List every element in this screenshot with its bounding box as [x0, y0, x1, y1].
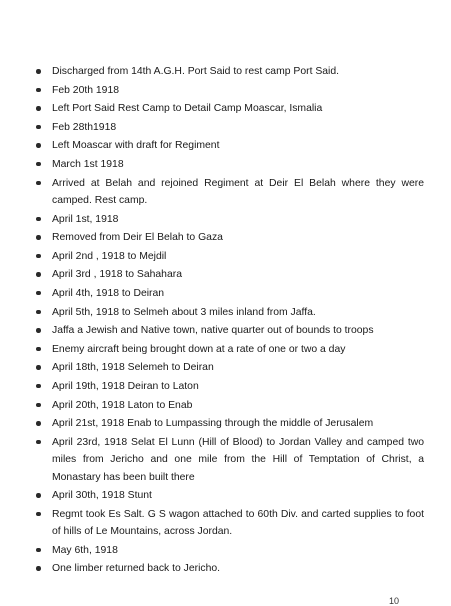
diary-entry — [36, 506, 424, 541]
entry-text: Left Moascar with draft for Regiment — [52, 140, 220, 152]
bullet-icon — [36, 217, 41, 222]
entry-text: April 2nd , 1918 to Mejdil — [52, 250, 167, 262]
bullet-icon — [36, 548, 41, 553]
diary-entry — [36, 175, 424, 210]
entry-text: One limber returned back to Jericho. — [52, 563, 221, 575]
diary-entry — [36, 63, 424, 80]
diary-entry — [36, 156, 424, 173]
diary-entry — [36, 304, 424, 321]
entry-text: April 23rd, 1918 Selat El Lunn (Hill of Blood) to Jordan Valley and camped two miles from Jericho and one mile from the Hill of Temptation of Christ, a Monastary has been built there — [52, 436, 424, 483]
entry-text: April 3rd , 1918 to Sahahara — [52, 269, 182, 281]
entry-text: April 20th, 1918 Laton to Enab — [52, 399, 193, 411]
diary-entry — [36, 100, 424, 117]
bullet-icon — [36, 421, 41, 426]
bullet-icon — [36, 143, 41, 148]
bullet-icon — [36, 69, 41, 74]
diary-entry — [36, 542, 424, 559]
bullet-icon — [36, 88, 41, 93]
diary-entry — [36, 434, 424, 486]
bullet-icon — [36, 310, 41, 315]
bullet-icon — [36, 106, 41, 111]
bullet-icon — [36, 272, 41, 277]
entry-text: Discharged from 14th A.G.H. Port Said to rest camp Port Said. — [52, 66, 340, 77]
bullet-icon — [36, 512, 41, 517]
diary-entry — [36, 248, 424, 265]
diary-entry — [36, 285, 424, 302]
diary-entry — [36, 266, 424, 283]
bullet-icon — [36, 254, 41, 259]
diary-entry — [36, 359, 424, 376]
diary-entry — [36, 397, 424, 414]
entry-text: Feb 28th1918 — [52, 121, 117, 133]
diary-entry — [36, 322, 424, 339]
entry-text: April 21st, 1918 Enab to Lumpassing through the middle of Jerusalem — [52, 418, 374, 430]
diary-entry — [36, 82, 424, 99]
bullet-icon — [36, 566, 41, 571]
entry-text: Regmt took Es Salt. G S wagon attached to 60th Div. and carted supplies to foot of hills of Le Mountains, across Jordan. — [52, 508, 424, 538]
entry-text: April 5th, 1918 to Selmeh about 3 miles inland from Jaffa. — [52, 306, 316, 318]
entry-text: Left Port Said Rest Camp to Detail Camp Moascar, Ismalia — [52, 103, 323, 115]
bullet-icon — [36, 440, 41, 445]
diary-entry — [36, 378, 424, 395]
bullet-icon — [36, 493, 41, 498]
entry-text: April 19th, 1918 Deiran to Laton — [52, 380, 199, 392]
bullet-icon — [36, 328, 41, 333]
diary-entry — [36, 415, 424, 432]
entry-text: May 6th, 1918 — [52, 544, 118, 556]
entry-text: Jaffa a Jewish and Native town, native quarter out of bounds to troops — [52, 325, 374, 337]
diary-entry — [36, 119, 424, 136]
page-number: 10 — [388, 596, 399, 606]
diary-entry — [36, 229, 424, 246]
bullet-icon — [36, 291, 41, 296]
bullet-icon — [36, 365, 41, 370]
entry-text: Feb 20th 1918 — [52, 84, 120, 96]
entry-text: Enemy aircraft being brought down at a rate of one or two a day — [52, 343, 346, 355]
diary-entry — [36, 137, 424, 154]
bullet-icon — [36, 181, 41, 186]
entry-text: April 1st, 1918 — [52, 213, 119, 225]
bullet-icon — [36, 162, 41, 167]
entry-text: March 1st 1918 — [52, 158, 124, 170]
diary-entry — [36, 487, 424, 504]
entry-text: April 30th, 1918 Stunt — [52, 490, 152, 502]
entry-text: April 4th, 1918 to Deiran — [52, 287, 165, 299]
diary-entry-list — [36, 63, 424, 579]
diary-entry — [36, 211, 424, 228]
diary-entry — [36, 341, 424, 358]
bullet-icon — [36, 384, 41, 389]
entry-text: Arrived at Belah and rejoined Regiment at Deir El Belah where they were camped. Rest camp. — [52, 177, 424, 206]
bullet-icon — [36, 403, 41, 408]
bullet-icon — [36, 125, 41, 130]
entry-text: Removed from Deir El Belah to Gaza — [52, 232, 223, 244]
bullet-icon — [36, 235, 41, 240]
bullet-icon — [36, 347, 41, 352]
diary-entry — [36, 560, 424, 577]
entry-text: April 18th, 1918 Selemeh to Deiran — [52, 362, 214, 374]
